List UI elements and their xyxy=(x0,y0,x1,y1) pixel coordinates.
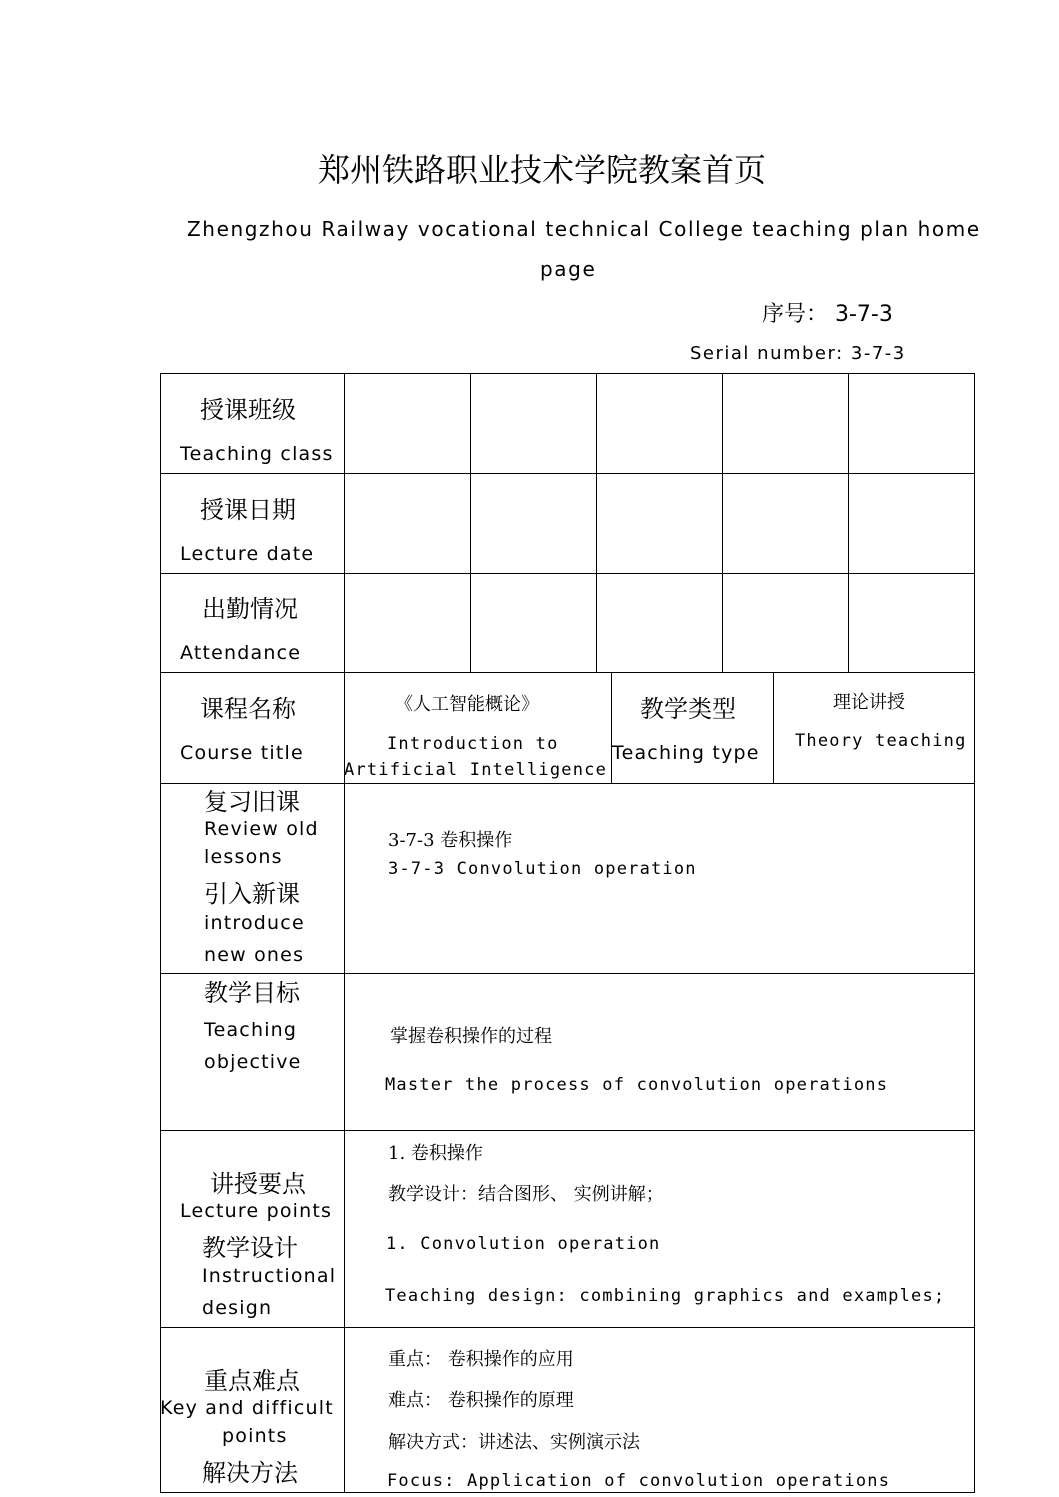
label-teaching-type-en: Teaching type xyxy=(612,742,760,764)
col-divider xyxy=(722,373,723,673)
serial-number-cn: 序号： 3-7-3 xyxy=(762,302,893,327)
lecture-design-cn: 教学设计：结合图形、 实例讲解； xyxy=(388,1184,664,1205)
row-divider xyxy=(160,573,975,574)
label-introduce-en-1: introduce xyxy=(204,912,305,934)
label-course-title-cn: 课程名称 xyxy=(200,695,296,723)
table-border-top xyxy=(160,373,975,374)
difficulty-cn: 难点： 卷积操作的原理 xyxy=(388,1390,574,1411)
row-divider xyxy=(160,672,975,673)
teaching-type-value-en: Theory teaching xyxy=(795,731,967,751)
course-name-en-line2: Artificial Intelligence xyxy=(344,760,608,780)
label-instructional-design-en-1: Instructional xyxy=(202,1265,337,1287)
label-key-points-en-2: points xyxy=(222,1425,288,1447)
label-objective-cn: 教学目标 xyxy=(204,979,300,1007)
review-content-en: 3-7-3 Convolution operation xyxy=(388,859,697,879)
lecture-item-en: 1. Convolution operation xyxy=(386,1234,661,1254)
row-divider xyxy=(160,1130,975,1131)
focus-en: Focus: Application of convolution operations xyxy=(387,1471,891,1491)
focus-cn: 重点： 卷积操作的应用 xyxy=(388,1349,574,1370)
table-border-right xyxy=(974,373,975,1493)
label-instructional-design-en-2: design xyxy=(202,1297,273,1319)
table-border-bottom xyxy=(160,1492,975,1493)
objective-content-cn: 掌握卷积操作的过程 xyxy=(390,1026,552,1047)
serial-number-en: Serial number: 3-7-3 xyxy=(690,343,906,364)
label-attendance-en: Attendance xyxy=(180,642,302,664)
course-name-cn: 《人工智能概论》 xyxy=(395,694,539,715)
col-divider xyxy=(611,672,612,784)
label-review-en-2: lessons xyxy=(204,846,283,868)
review-content-cn: 3-7-3 卷积操作 xyxy=(388,830,513,851)
table-border-left xyxy=(160,373,161,1493)
label-key-points-cn: 重点难点 xyxy=(204,1367,300,1395)
label-objective-en-2: objective xyxy=(204,1051,302,1073)
course-name-en-line1: Introduction to xyxy=(387,734,559,754)
col-divider xyxy=(596,373,597,673)
label-solution-cn: 解决方法 xyxy=(202,1459,298,1487)
label-introduce-en-2: new ones xyxy=(204,944,305,966)
col-divider xyxy=(848,373,849,673)
page-title-en-cont: page xyxy=(540,257,597,281)
label-column-divider xyxy=(344,373,345,1493)
objective-content-en: Master the process of convolution operations xyxy=(385,1075,889,1095)
label-course-title-en: Course title xyxy=(180,742,304,764)
label-instructional-design-cn: 教学设计 xyxy=(202,1234,298,1262)
lecture-item-cn: 1. 卷积操作 xyxy=(388,1143,483,1164)
label-key-points-en-1: Key and difficult xyxy=(160,1397,334,1419)
label-lecture-points-en: Lecture points xyxy=(180,1200,333,1222)
lecture-design-en: Teaching design: combining graphics and examples; xyxy=(385,1286,946,1306)
teaching-type-value-cn: 理论讲授 xyxy=(833,692,905,713)
page-title-en: Zhengzhou Railway vocational technical College teaching plan home xyxy=(187,217,981,241)
label-objective-en-1: Teaching xyxy=(204,1019,298,1041)
label-lecture-date-en: Lecture date xyxy=(180,543,315,565)
label-teaching-class-en: Teaching class xyxy=(180,443,334,465)
label-review-en-1: Review old xyxy=(204,818,319,840)
method-cn: 解决方式：讲述法、实例演示法 xyxy=(388,1432,640,1453)
col-divider xyxy=(470,373,471,673)
page-title-cn: 郑州铁路职业技术学院教案首页 xyxy=(318,151,767,189)
col-divider xyxy=(773,672,774,784)
label-review-cn: 复习旧课 xyxy=(204,788,300,816)
row-divider xyxy=(160,1327,975,1328)
row-divider xyxy=(160,473,975,474)
label-attendance-cn: 出勤情况 xyxy=(202,595,298,623)
label-teaching-class-cn: 授课班级 xyxy=(200,396,296,424)
label-lecture-date-cn: 授课日期 xyxy=(200,496,296,524)
label-introduce-cn: 引入新课 xyxy=(204,880,300,908)
label-lecture-points-cn: 讲授要点 xyxy=(210,1170,306,1198)
label-teaching-type-cn: 教学类型 xyxy=(640,695,736,723)
